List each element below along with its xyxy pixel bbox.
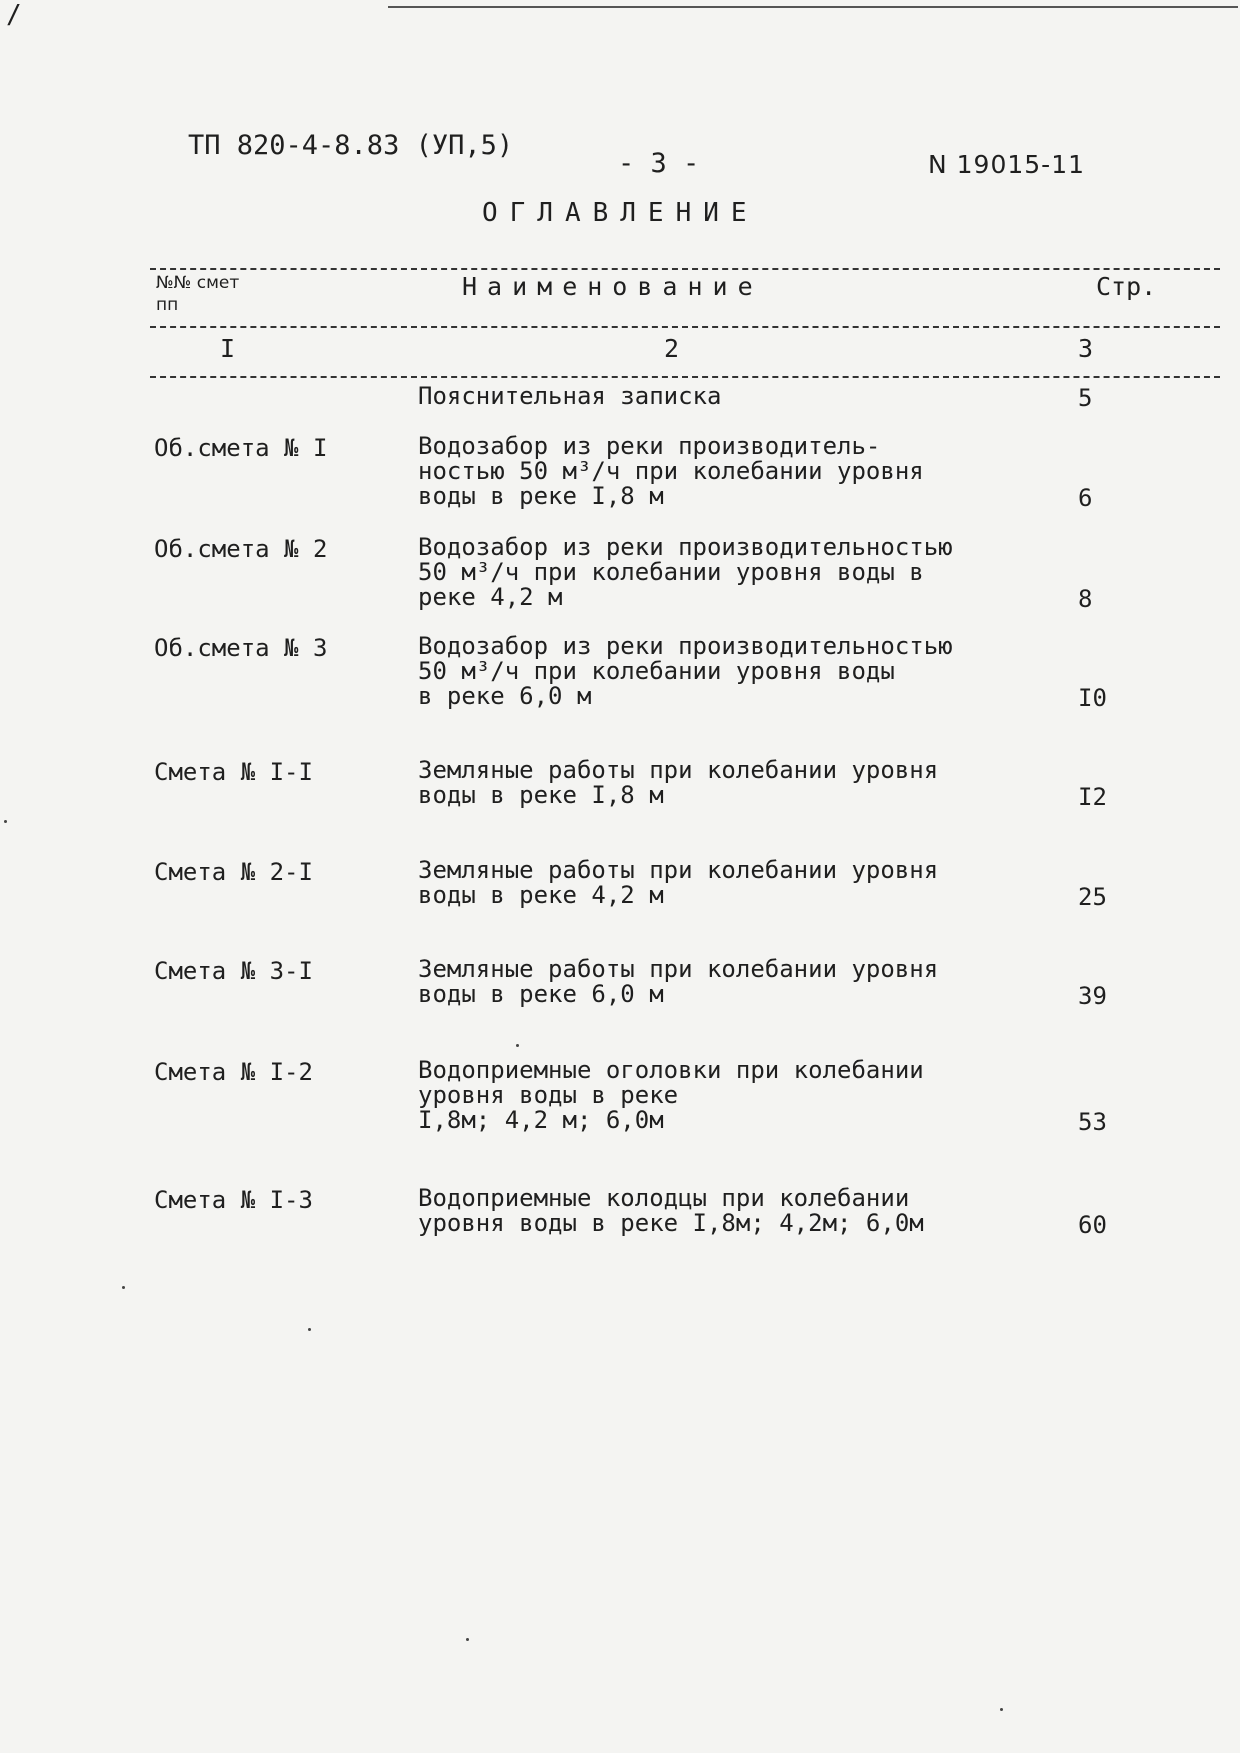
page-ref: I2: [1078, 783, 1107, 811]
estimate-name-line: Водоприемные колодцы при колебании: [418, 1184, 910, 1212]
estimate-name-line: Земляные работы при колебании уровня: [418, 955, 939, 983]
estimate-name-line: реке 4,2 м: [418, 583, 563, 611]
page-number: - 3 -: [618, 148, 700, 179]
estimate-name-line: Водозабор из реки производительностью: [418, 533, 953, 561]
estimate-name-line: воды в реке I,8 м: [418, 781, 664, 809]
column-number-3: 3: [1078, 334, 1094, 363]
scan-speck: [466, 1638, 469, 1641]
estimate-name-line: 50 м³/ч при колебании уровня воды: [418, 657, 895, 685]
top-edge-rule: [388, 6, 1238, 8]
estimate-name-line: в реке 6,0 м: [418, 682, 592, 710]
estimate-name-line: воды в реке I,8 м: [418, 482, 664, 510]
estimate-name-line: Водоприемные оголовки при колебании: [418, 1056, 924, 1084]
estimate-name-line: ностью 50 м³/ч при колебании уровня: [418, 457, 924, 485]
registration-number: N 19015-11: [928, 150, 1086, 179]
table-rule-header: [150, 326, 1220, 328]
estimate-name-line: Земляные работы при колебании уровня: [418, 756, 939, 784]
page-ref: 5: [1078, 384, 1093, 412]
page-title: ОГЛАВЛЕНИЕ: [482, 198, 759, 228]
column-header-number: №№ смет пп: [156, 273, 240, 315]
page-ref: 60: [1078, 1211, 1107, 1239]
corner-mark: /: [6, 0, 22, 30]
estimate-name-line: уровня воды в реке I,8м; 4,2м; 6,0м: [418, 1209, 924, 1237]
estimate-name: [418, 957, 938, 1007]
column-number-2: 2: [664, 334, 680, 363]
scan-speck: [308, 1328, 311, 1331]
estimate-code: Смета № I-3: [154, 1186, 313, 1214]
page-ref: 6: [1078, 484, 1093, 512]
page-ref: 8: [1078, 585, 1093, 613]
estimate-code: Смета № 3-I: [154, 957, 313, 985]
estimate-code: Смета № I-2: [154, 1058, 313, 1086]
document-code: ТП 820-4-8.83 (УП,5): [188, 130, 514, 161]
column-header-name: Наименование: [462, 272, 763, 301]
table-rule-top: [150, 268, 1220, 270]
estimate-name-line: Водозабор из реки производитель-: [418, 432, 881, 460]
estimate-name: [418, 384, 721, 409]
scan-speck: [1000, 1708, 1003, 1711]
estimate-name-line: 50 м³/ч при колебании уровня воды в: [418, 558, 924, 586]
column-header-page: Стр.: [1096, 272, 1157, 301]
table-rule-numbers: [150, 376, 1220, 378]
estimate-code: Смета № I-I: [154, 758, 313, 786]
estimate-code: Об.смета № 3: [154, 634, 328, 662]
estimate-name: [418, 634, 953, 709]
estimate-name: [418, 858, 938, 908]
estimate-name-line: I,8м; 4,2 м; 6,0м: [418, 1106, 664, 1134]
estimate-name: [418, 1186, 924, 1236]
estimate-code: Смета № 2-I: [154, 858, 313, 886]
estimate-code: Об.смета № 2: [154, 535, 328, 563]
page-ref: I0: [1078, 684, 1107, 712]
estimate-name-line: воды в реке 6,0 м: [418, 980, 664, 1008]
page-ref: 39: [1078, 982, 1107, 1010]
estimate-name: [418, 758, 938, 808]
estimate-name: [418, 1058, 924, 1133]
column-number-1: I: [220, 334, 236, 363]
estimate-name: [418, 434, 924, 509]
page-ref: 25: [1078, 883, 1107, 911]
scan-speck: [4, 820, 7, 823]
estimate-name-line: Земляные работы при колебании уровня: [418, 856, 939, 884]
estimate-name-line: воды в реке 4,2 м: [418, 881, 664, 909]
estimate-name-line: Пояснительная записка: [418, 382, 722, 410]
estimate-name: [418, 535, 953, 610]
estimate-name-line: Водозабор из реки производительностью: [418, 632, 953, 660]
scan-speck: [122, 1286, 125, 1289]
page-ref: 53: [1078, 1108, 1107, 1136]
estimate-name-line: уровня воды в реке: [418, 1081, 679, 1109]
scan-speck: [516, 1044, 519, 1047]
estimate-code: Об.смета № I: [154, 434, 328, 462]
